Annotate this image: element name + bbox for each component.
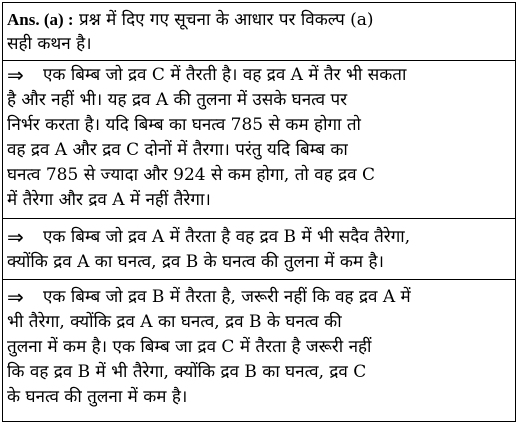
point-1-line: में तैरेगा और द्रव A में नहीं तैरेगा। [7,190,211,210]
point-1-line: निर्भर करता है। यदि बिम्ब का घनत्व 785 से कम होगा तो [7,115,361,135]
point-1-line: है और नहीं भी। यह द्रव A की तुलना में उसके घनत्व पर [7,90,348,110]
point-3-line: एक बिम्ब जो द्रव B में तैरता है, जरूरी नहीं कि वह द्रव A में [43,287,411,307]
point-3-line: के घनत्व की तुलना में कम है। [7,387,188,407]
point-1-line: एक बिम्ब जो द्रव C में तैरती है। वह द्रव A में तैर भी सकता [43,65,407,85]
answer-header-text: प्रश्न में दिए गए सूचना के आधार पर विकल्प (a) [73,10,374,30]
point-3-line: कि वह द्रव B में भी तैरेगा, क्योंकि द्रव B का घनत्व, द्रव C [7,362,367,382]
implies-arrow-icon: ⇒ [7,63,24,87]
point-1-line: घनत्व 785 से ज्यादा और 924 से कम होगा, तो वह द्रव C [7,165,376,185]
point-3-line: भी तैरेगा, क्योंकि द्रव A का घनत्व, द्रव B के घनत्व की [7,312,342,332]
answer-box [2,2,516,422]
answer-header-line-2: सही कथन है। [7,34,92,54]
point-2-line: एक बिम्ब जो द्रव A में तैरता है वह द्रव B में भी सदैव तैरेगा, [43,227,411,247]
answer-header-line-1 [7,7,374,33]
point-2-line: क्योंकि द्रव A का घनत्व, द्रव B के घनत्व की तुलना में कम है। [7,252,384,272]
divider [3,60,515,61]
divider [3,218,515,219]
answer-label: Ans. (a) : [7,10,74,29]
point-3-line: तुलना में कम है। एक बिम्ब जा द्रव C में तैरता है जरूरी नहीं [7,337,372,357]
implies-arrow-icon: ⇒ [7,285,24,309]
divider [3,279,515,280]
point-1-line: वह द्रव A और द्रव C दोनों में तैरगा। परंतु यदि बिम्ब का [7,140,348,160]
implies-arrow-icon: ⇒ [7,225,24,249]
